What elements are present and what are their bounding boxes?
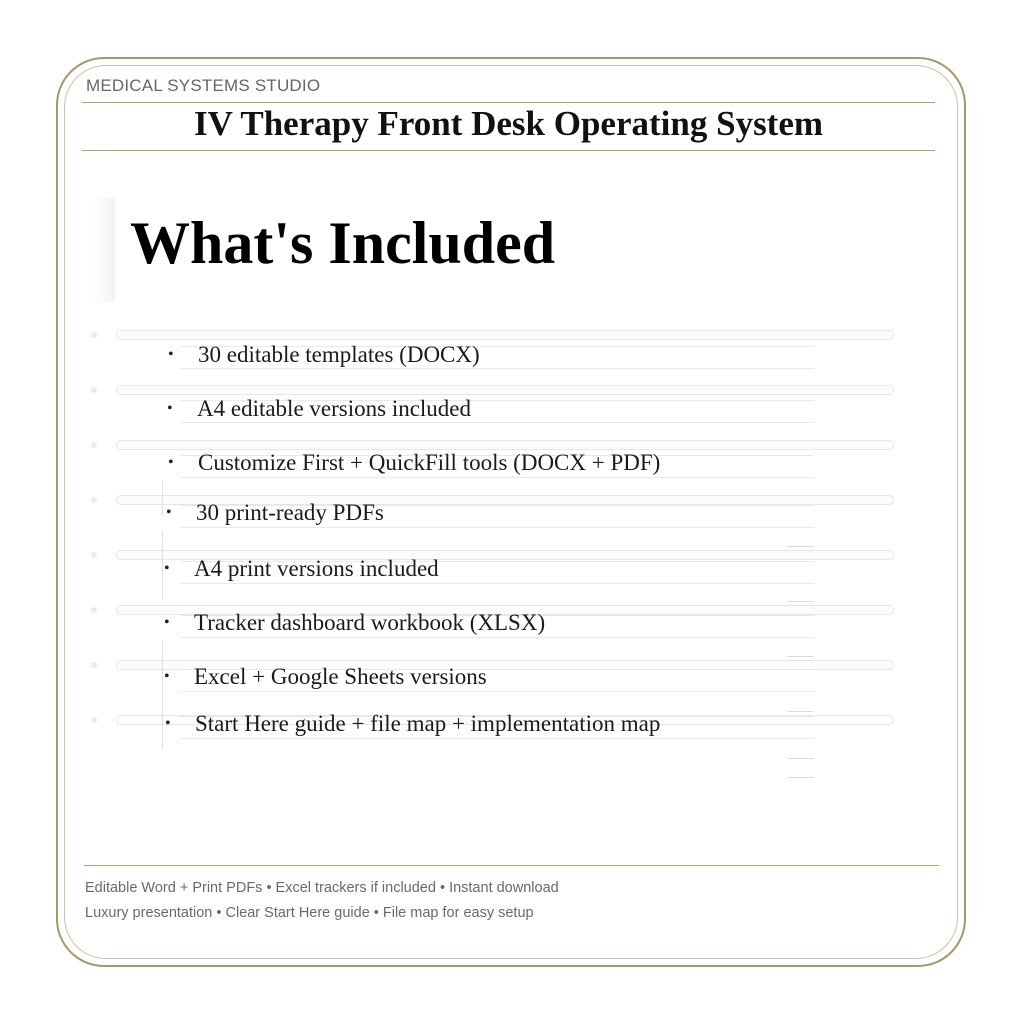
ghost-line	[180, 583, 814, 584]
ghost-pill	[116, 440, 894, 450]
ghost-vline	[162, 480, 163, 516]
ghost-dot	[91, 387, 97, 393]
bullet-icon: •	[166, 504, 172, 521]
list-item-label: 30 print-ready PDFs	[196, 500, 384, 525]
list-item	[164, 664, 487, 690]
list-item	[164, 610, 545, 636]
bullet-icon: •	[164, 614, 170, 631]
bullet-icon: •	[164, 668, 170, 685]
ghost-dot	[91, 552, 97, 558]
list-item-label: Customize First + QuickFill tools (DOCX + PDF)	[198, 450, 661, 475]
ghost-line	[180, 691, 814, 692]
list-item	[165, 711, 660, 737]
ghost-line	[180, 368, 814, 369]
list-item-label: Start Here guide + file map + implementation map	[195, 711, 661, 736]
bullet-icon: •	[165, 715, 171, 732]
footer-line-2: Luxury presentation • Clear Start Here guide • File map for easy setup	[85, 905, 534, 921]
list-item	[168, 450, 660, 476]
list-item-label: A4 print versions included	[194, 556, 439, 581]
header-bottom-rule	[82, 150, 935, 151]
footer-rule	[84, 865, 939, 866]
list-item-label: 30 editable templates (DOCX)	[198, 342, 480, 367]
list-item-label: A4 editable versions included	[197, 396, 472, 421]
ghost-dot	[91, 497, 97, 503]
ghost-line	[180, 477, 814, 478]
brand-name: MEDICAL SYSTEMS STUDIO	[86, 76, 321, 95]
heading-shade	[93, 198, 115, 302]
ghost-line	[180, 637, 814, 638]
ghost-dash	[787, 656, 814, 657]
list-item-label: Tracker dashboard workbook (XLSX)	[194, 610, 546, 635]
ghost-dot	[91, 607, 97, 613]
header-top-rule	[82, 102, 935, 103]
ghost-dash	[787, 777, 814, 778]
list-item	[166, 500, 384, 526]
ghost-dot	[91, 662, 97, 668]
bullet-icon: •	[167, 400, 173, 417]
ghost-dash	[787, 758, 814, 759]
ghost-line	[180, 422, 814, 423]
ghost-dash	[787, 601, 814, 602]
ghost-dot	[91, 332, 97, 338]
list-item	[168, 342, 480, 368]
ghost-vline	[162, 640, 163, 750]
ghost-dash	[787, 546, 814, 547]
ghost-line	[180, 738, 814, 739]
page-title: IV Therapy Front Desk Operating System	[193, 104, 824, 143]
ghost-dot	[91, 442, 97, 448]
section-heading: What's Included	[130, 210, 556, 276]
bullet-icon: •	[164, 560, 170, 577]
list-item-label: Excel + Google Sheets versions	[194, 664, 487, 689]
ghost-pill	[116, 330, 894, 340]
bullet-icon: •	[168, 454, 174, 471]
ghost-dash	[787, 711, 814, 712]
footer-line-1: Editable Word + Print PDFs • Excel trackers if included • Instant download	[85, 880, 559, 896]
list-item	[164, 556, 439, 582]
bullet-icon: •	[168, 346, 174, 363]
ghost-vline	[162, 530, 163, 600]
ghost-dot	[91, 717, 97, 723]
list-item	[167, 396, 471, 422]
ghost-line	[180, 527, 814, 528]
ghost-pill	[116, 385, 894, 395]
